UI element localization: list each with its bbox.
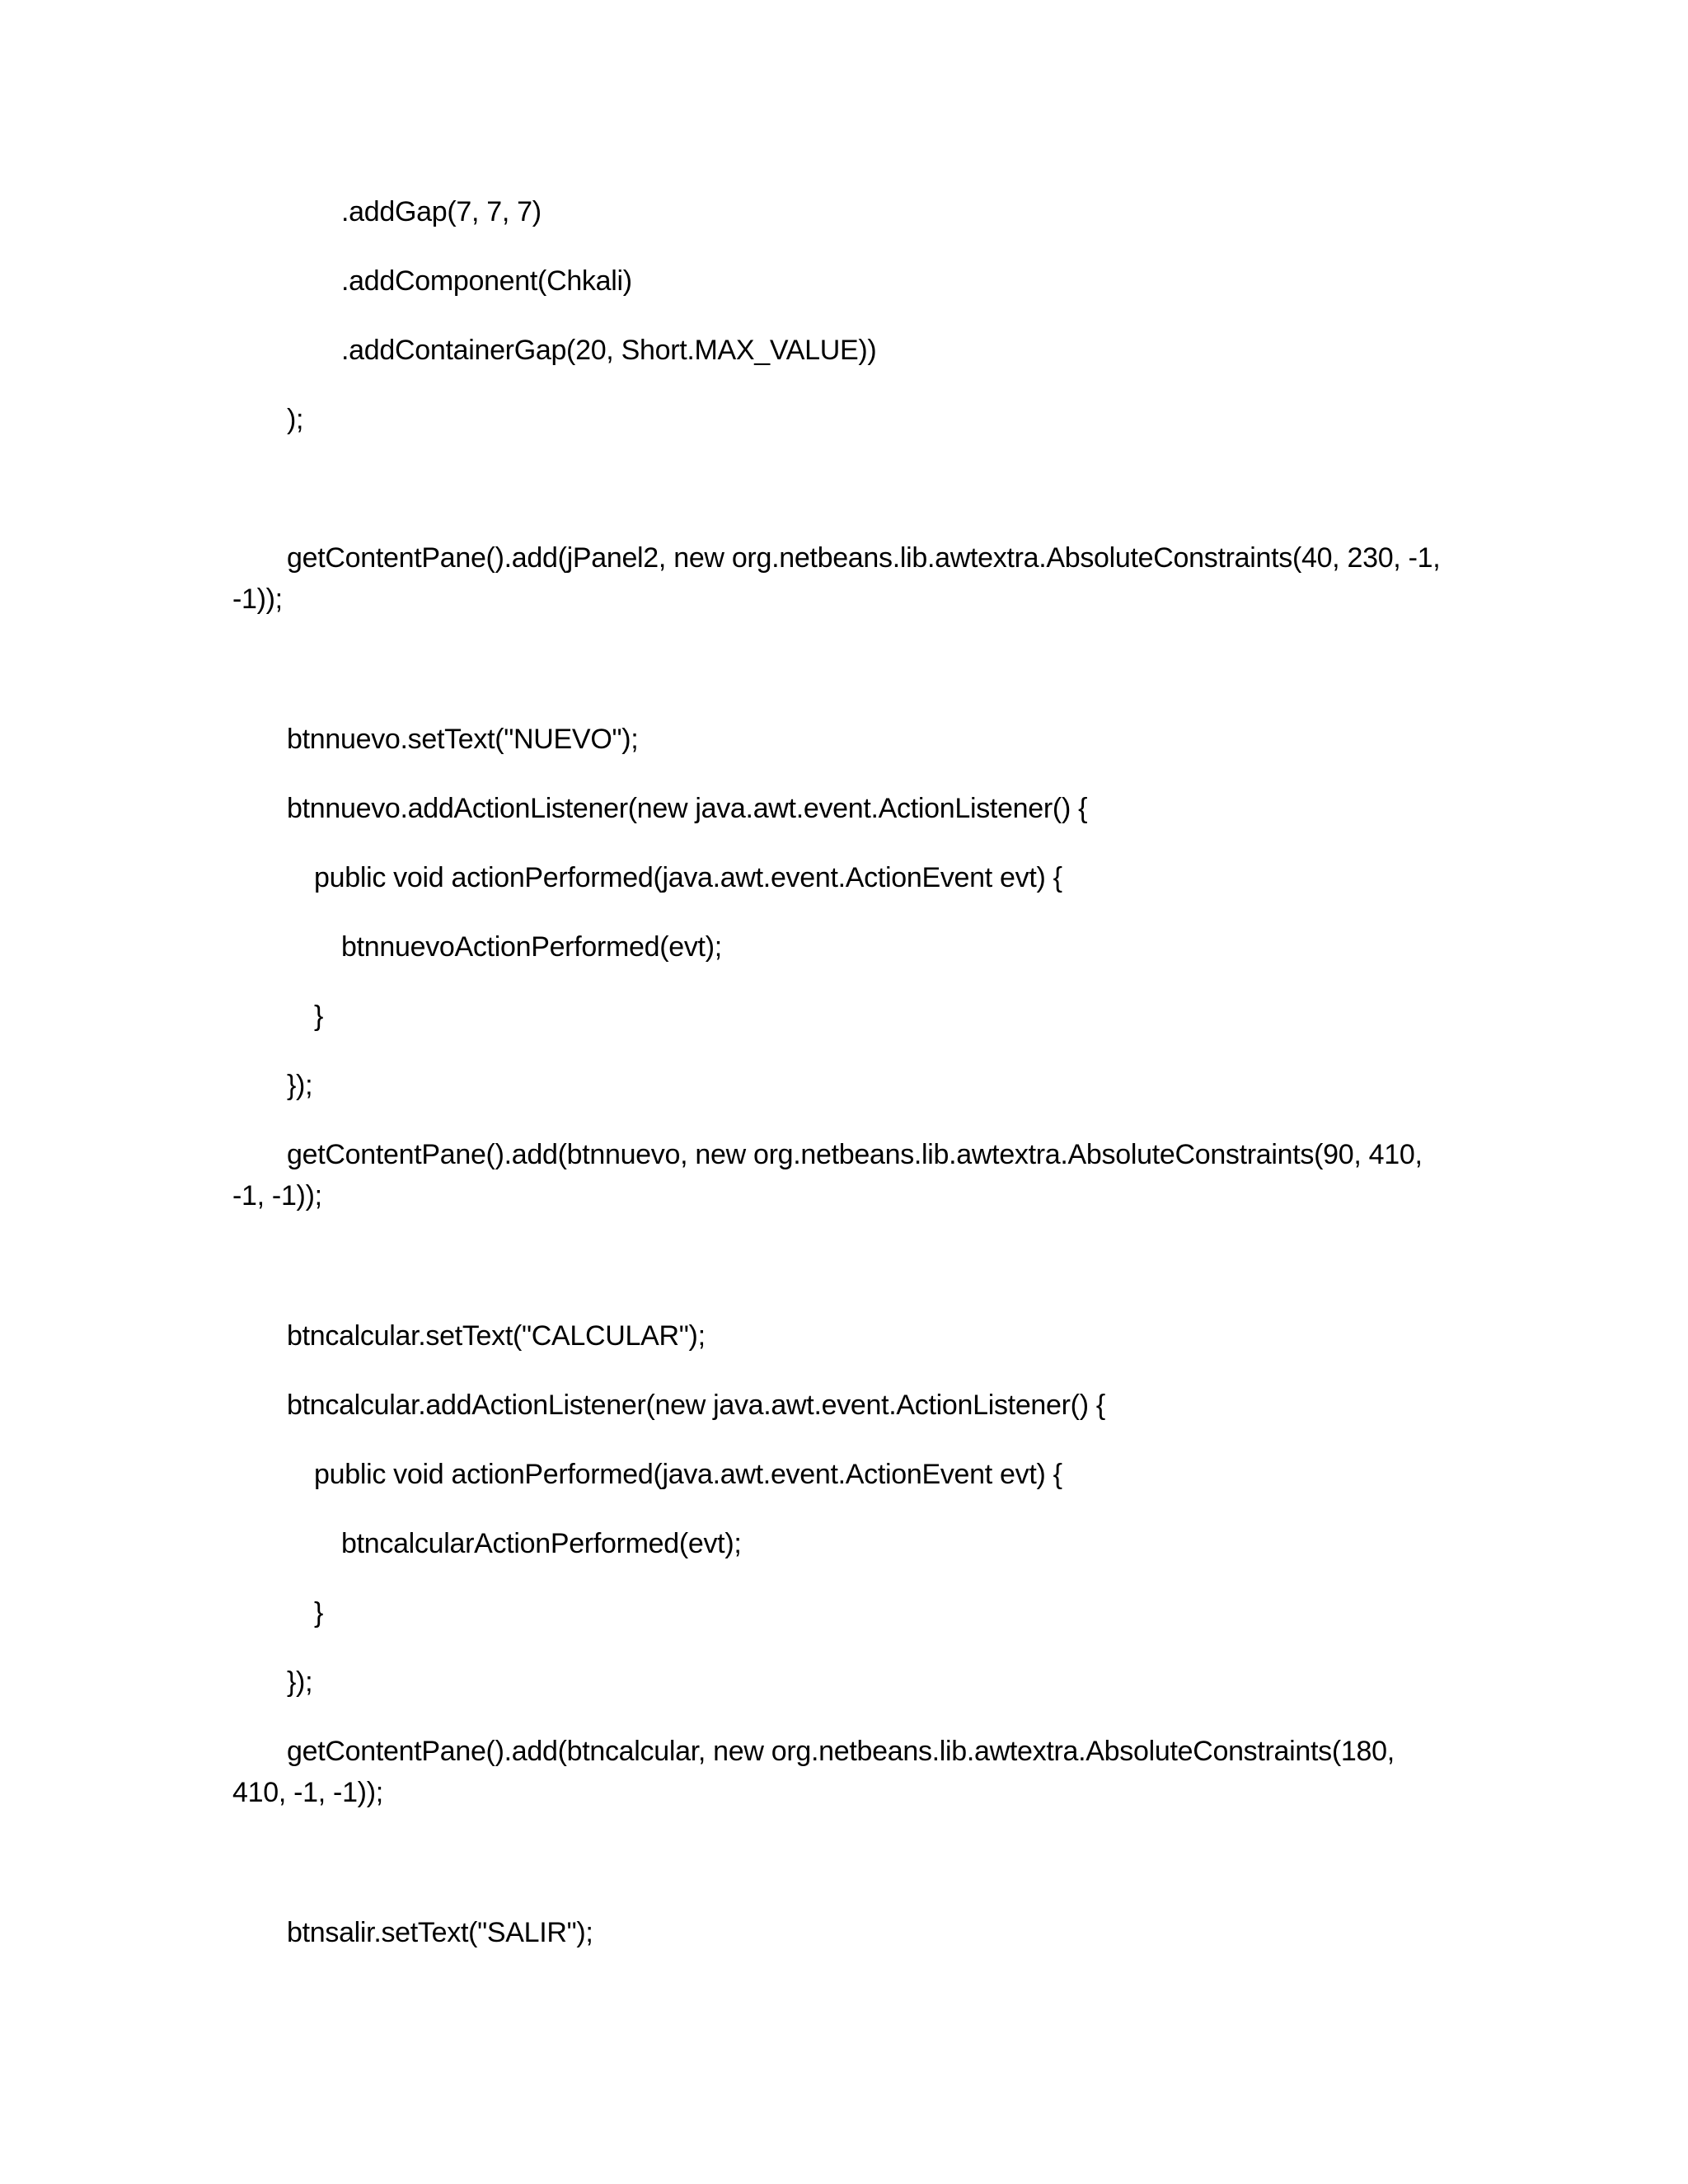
code-line: public void actionPerformed(java.awt.event.ActionEvent evt) { xyxy=(314,1459,1062,1490)
code-line: ); xyxy=(287,404,304,435)
code-line: public void actionPerformed(java.awt.event.ActionEvent evt) { xyxy=(314,862,1062,893)
code-line: .addGap(7, 7, 7) xyxy=(341,196,542,227)
code-line-wrapped: getContentPane().add(btncalcular, new org.netbeans.lib.awtextra.AbsoluteConstraints(180, 410, -1, -1)); xyxy=(232,1736,1395,1808)
code-line: btncalcular.setText("CALCULAR"); xyxy=(287,1320,706,1352)
code-line: btnnuevo.setText("NUEVO"); xyxy=(287,724,639,755)
code-line: }); xyxy=(287,1070,313,1101)
code-line: btncalcularActionPerformed(evt); xyxy=(341,1528,742,1559)
code-line-wrapped: getContentPane().add(btnnuevo, new org.netbeans.lib.awtextra.AbsoluteConstraints(90, 410, -1, -1)); xyxy=(232,1139,1423,1212)
code-line-wrapped: getContentPane().add(jPanel2, new org.netbeans.lib.awtextra.AbsoluteConstraints(40, 230, -1, -1)); xyxy=(232,542,1441,615)
code-line: btnnuevo.addActionListener(new java.awt.event.ActionListener() { xyxy=(287,793,1088,824)
code-line: }); xyxy=(287,1666,313,1698)
code-line: } xyxy=(314,1597,324,1629)
code-line: btncalcular.addActionListener(new java.awt.event.ActionListener() { xyxy=(287,1390,1105,1421)
code-line: btnsalir.setText("SALIR"); xyxy=(287,1917,593,1948)
code-line: btnnuevoActionPerformed(evt); xyxy=(341,931,722,963)
code-line: .addContainerGap(20, Short.MAX_VALUE)) xyxy=(341,335,877,366)
code-line: } xyxy=(314,1001,324,1032)
code-line: .addComponent(Chkali) xyxy=(341,265,632,297)
